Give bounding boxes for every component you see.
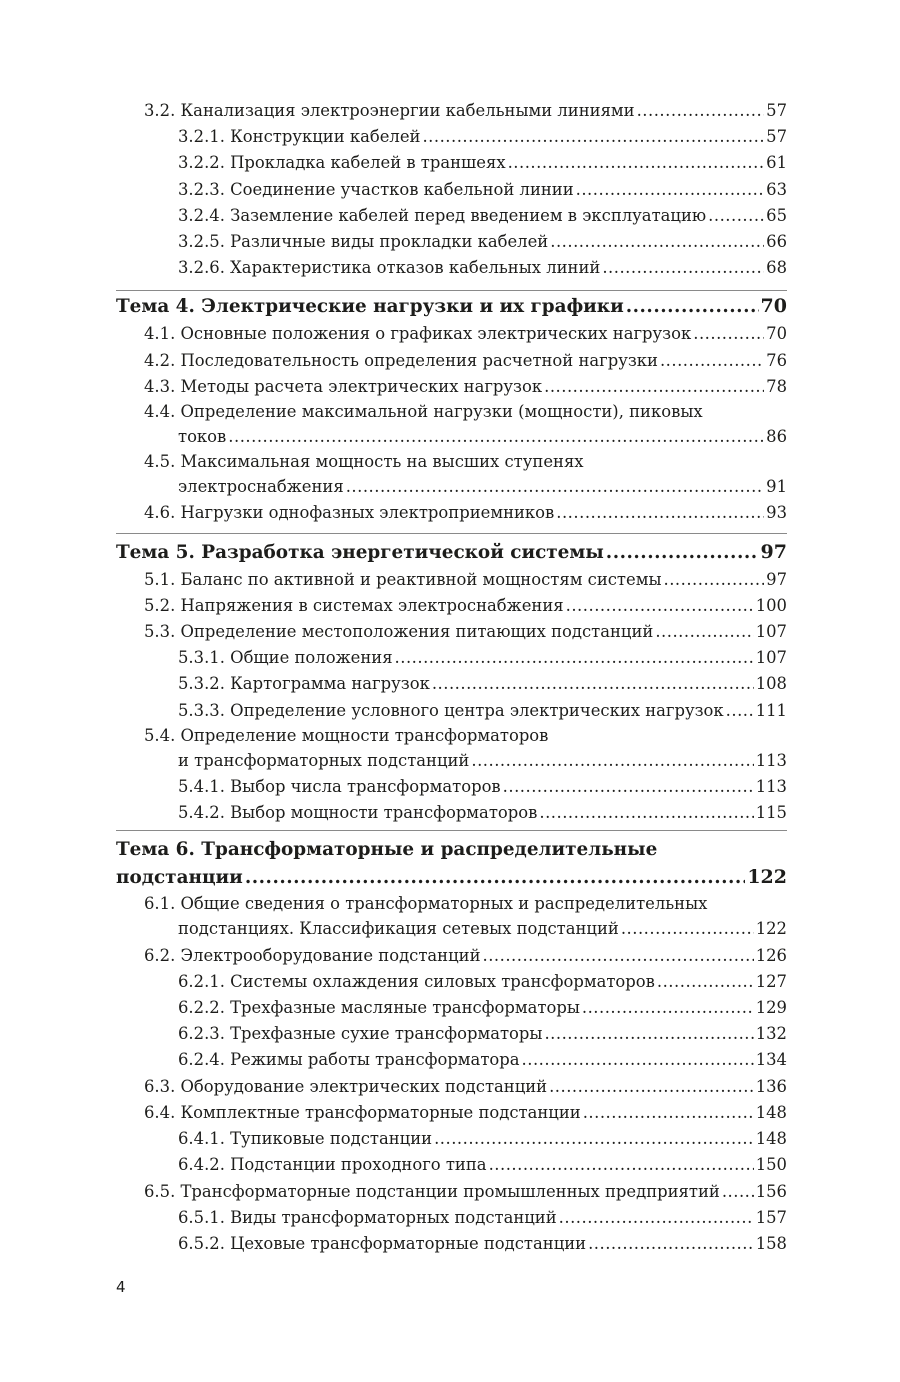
page-number: 4 (116, 1278, 126, 1296)
toc-entry-6-2: 6.2. Электрооборудование подстанций ..... 126 (116, 943, 787, 969)
toc-entry-6-4-2: 6.4.2. Подстанции проходного типа ..... 150 (116, 1152, 787, 1178)
toc-entry-5-4-2: 5.4.2. Выбор мощности трансформаторов ..... 115 (116, 800, 787, 826)
toc-heading-topic-6-line1: Тема 6. Трансформаторные и распределительные (116, 839, 658, 861)
toc-entry-4-5-line1: 4.5. Максимальная мощность на высших ступенях (144, 452, 584, 472)
toc-entry-6-2-1: 6.2.1. Системы охлаждения силовых трансформаторов ..... 127 (116, 969, 787, 995)
toc-entry-6-3: 6.3. Оборудование электрических подстанций ..... 136 (116, 1074, 787, 1100)
toc-entry-4-4: токов ..... 86 (116, 424, 787, 450)
toc-entry-4-4-line1: 4.4. Определение максимальной нагрузки (мощности), пиковых (144, 402, 703, 422)
toc-entry-5-1: 5.1. Баланс по активной и реактивной мощностям системы ..... 97 (116, 567, 787, 593)
toc-entry-5-3-3: 5.3.3. Определение условного центра электрических нагрузок ..... 111 (116, 698, 787, 724)
toc-entry-5-3: 5.3. Определение местоположения питающих подстанций ..... 107 (116, 619, 787, 645)
toc-entry-4-5: электроснабжения ..... 91 (116, 474, 787, 500)
toc-entry-5-3-2: 5.3.2. Картограмма нагрузок ..... 108 (116, 671, 787, 697)
toc-entry-6-2-3: 6.2.3. Трехфазные сухие трансформаторы ..... 132 (116, 1021, 787, 1047)
toc-heading-topic-5: Тема 5. Разработка энергетической системы ..... 97 (116, 538, 787, 567)
toc-entry-5-2: 5.2. Напряжения в системах электроснабжения ..... 100 (116, 593, 787, 619)
toc-entry-4-3: 4.3. Методы расчета электрических нагрузок ..... 78 (116, 374, 787, 400)
divider-topic-5 (116, 533, 787, 534)
toc-entry-3-2-1: 3.2.1. Конструкции кабелей ..... 57 (116, 124, 787, 150)
toc-heading-topic-4: Тема 4. Электрические нагрузки и их графики ..... 70 (116, 292, 787, 321)
toc-entry-3-2-5: 3.2.5. Различные виды прокладки кабелей ..... 66 (116, 229, 787, 255)
toc-entry-5-3-1: 5.3.1. Общие положения ..... 107 (116, 645, 787, 671)
toc-entry-6-5: 6.5. Трансформаторные подстанции промышленных предприятий ..... 156 (116, 1179, 787, 1205)
toc-entry-3-2-6: 3.2.6. Характеристика отказов кабельных линий ..... 68 (116, 255, 787, 281)
toc-entry-6-4-1: 6.4.1. Тупиковые подстанции ..... 148 (116, 1126, 787, 1152)
toc-entry-6-5-2: 6.5.2. Цеховые трансформаторные подстанции ..... 158 (116, 1231, 787, 1257)
toc-entry-6-2-4: 6.2.4. Режимы работы трансформатора ..... 134 (116, 1047, 787, 1073)
toc-entry-3-2: 3.2. Канализация электроэнергии кабельными линиями ..... 57 (116, 98, 787, 124)
toc-entry-6-1: подстанциях. Классификация сетевых подстанций ..... 122 (116, 916, 787, 942)
toc-entry-4-2: 4.2. Последовательность определения расчетной нагрузки ..... 76 (116, 348, 787, 374)
toc-entry-5-4: и трансформаторных подстанций ..... 113 (116, 748, 787, 774)
toc-entry-3-2-3: 3.2.3. Соединение участков кабельной линии ..... 63 (116, 177, 787, 203)
toc-heading-topic-6: подстанции ..... 122 (116, 863, 787, 892)
toc-entry-6-2-2: 6.2.2. Трехфазные масляные трансформаторы ..... 129 (116, 995, 787, 1021)
divider-topic-4 (116, 290, 787, 291)
toc-entry-4-6: 4.6. Нагрузки однофазных электроприемников ..... 93 (116, 500, 787, 526)
divider-topic-6 (116, 830, 787, 831)
table-of-contents (116, 98, 787, 1257)
toc-entry-6-4: 6.4. Комплектные трансформаторные подстанции ..... 148 (116, 1100, 787, 1126)
toc-entry-3-2-2: 3.2.2. Прокладка кабелей в траншеях ..... 61 (116, 150, 787, 176)
toc-entry-3-2-4: 3.2.4. Заземление кабелей перед введением в эксплуатацию ..... 65 (116, 203, 787, 229)
toc-entry-5-4-1: 5.4.1. Выбор числа трансформаторов ..... 113 (116, 774, 787, 800)
toc-entry-6-5-1: 6.5.1. Виды трансформаторных подстанций ..... 157 (116, 1205, 787, 1231)
toc-entry-6-1-line1: 6.1. Общие сведения о трансформаторных и распределительных (144, 894, 708, 914)
toc-entry-4-1: 4.1. Основные положения о графиках электрических нагрузок ..... 70 (116, 321, 787, 347)
toc-entry-5-4-line1: 5.4. Определение мощности трансформаторов (144, 725, 549, 745)
